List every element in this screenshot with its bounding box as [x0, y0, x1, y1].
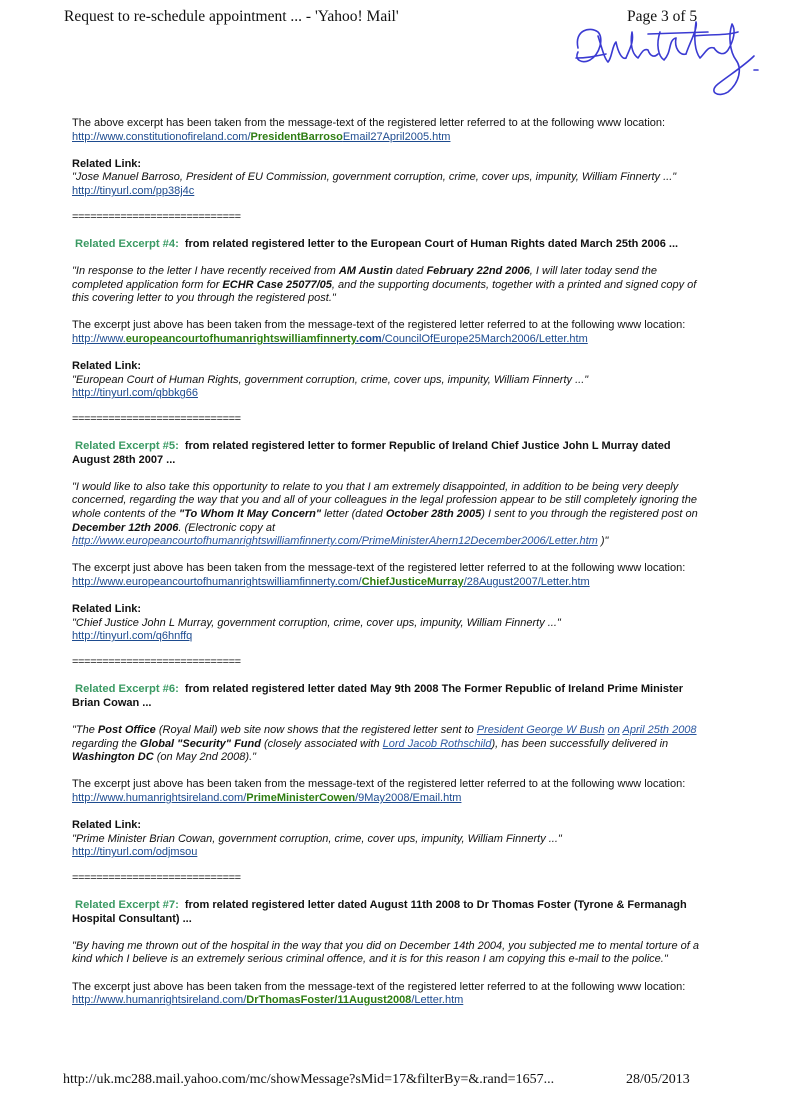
- excerpt-4-quote: "In response to the letter I have recently received from AM Austin dated February 22nd 2006, I will later today send the completed application form for ECHR Case 25077/05, and the supporting documents, together with a printed and signed copy of this covering letter to you through the registered post.": [72, 264, 697, 305]
- excerpt-6-label: Related Excerpt #6:: [75, 683, 179, 696]
- excerpt-5-intro: The excerpt just above has been taken from the message-text of the registered letter referred to at the following www location:: [72, 562, 686, 575]
- excerpt-6-letter-link[interactable]: http://www.humanrightsireland.com/PrimeMinisterCowen/9May2008/Email.htm: [72, 791, 462, 804]
- excerpt-6-heading: Related Excerpt #6: from related registered letter dated May 9th 2008 The Former Republic of Ireland Prime Minister Brian Cowan ...: [72, 683, 684, 709]
- footer-url: http://uk.mc288.mail.yahoo.com/mc/showMessage?sMid=17&filterBy=&.rand=1657...: [63, 1072, 555, 1087]
- quote-link-april[interactable]: April 25th 2008: [622, 723, 697, 736]
- excerpt-6-related-text: "Prime Minister Brian Cowan, government corruption, crime, cover ups, impunity, William Finnerty ...": [72, 832, 562, 845]
- excerpt-6-related-url[interactable]: http://tinyurl.com/odjmsou: [72, 846, 198, 859]
- separator: ============================: [72, 655, 241, 668]
- page-header-title: Request to re-schedule appointment ... - 'Yahoo! Mail': [64, 8, 399, 25]
- excerpt-4-label: Related Excerpt #4:: [75, 237, 179, 250]
- related-link-text: "Jose Manuel Barroso, President of EU Commission, government corruption, crime, cover ups, impunity, William Finnerty ...": [72, 171, 677, 184]
- intro-text: The above excerpt has been taken from the message-text of the registered letter referred to at the following www location:: [72, 117, 666, 129]
- related-link-label: Related Link:: [72, 157, 142, 170]
- excerpt-4-related-url[interactable]: http://tinyurl.com/qbbkg66: [72, 387, 198, 400]
- handwritten-signature: [568, 18, 768, 100]
- excerpt-5-letter-link[interactable]: http://www.europeancourtofhumanrightswilliamfinnerty.com/ChiefJusticeMurray/28August2007/Letter.htm: [72, 576, 590, 588]
- excerpt-5-related-url[interactable]: http://tinyurl.com/q6hnffq: [72, 630, 193, 643]
- excerpt-5-related-label: Related Link:: [72, 603, 142, 616]
- excerpt-4-intro: The excerpt just above has been taken from the message-text of the registered letter referred to at the following www location:: [72, 319, 686, 332]
- quote-link-on[interactable]: on: [607, 723, 620, 736]
- excerpt-6-intro: The excerpt just above has been taken from the message-text of the registered letter referred to at the following www location:: [72, 778, 686, 791]
- separator: ============================: [72, 210, 241, 223]
- related-link-url[interactable]: http://tinyurl.com/pp38j4c: [72, 184, 195, 197]
- excerpt-7-label: Related Excerpt #7:: [75, 899, 179, 912]
- excerpt-4-related-label: Related Link:: [72, 360, 142, 373]
- excerpt-7-heading: Related Excerpt #7: from related registered letter dated August 11th 2008 to Dr Thomas Foster (Tyrone & Fermanagh Hospital Consultant) ...: [72, 899, 687, 925]
- separator: ============================: [72, 412, 241, 425]
- excerpt-4-related-text: "European Court of Human Rights, government corruption, crime, cover ups, impunity, William Finnerty ...": [72, 373, 589, 386]
- excerpt-5-quote-link[interactable]: http://www.europeancourtofhumanrightswilliamfinnerty.com/PrimeMinisterAhern12December2006/Letter.htm: [72, 535, 598, 548]
- excerpt-5-label: Related Excerpt #5:: [75, 440, 179, 453]
- excerpt-4-heading: Related Excerpt #4: from related registered letter to the European Court of Human Rights dated March 25th 2006 ...: [75, 237, 679, 250]
- page-number: Page 3 of 5: [627, 8, 698, 25]
- intro-letter-link[interactable]: http://www.constitutionofireland.com/PresidentBarrosoEmail27April2005.htm: [72, 130, 451, 143]
- quote-link-george-bush[interactable]: President George W Bush: [476, 723, 605, 736]
- excerpt-5-heading: Related Excerpt #5: from related registered letter to former Republic of Ireland Chief Justice John L Murray dated August 28th 2007 ...: [72, 440, 671, 466]
- excerpt-5-quote: "I would like to also take this opportunity to relate to you that I am extremely disappointed, in addition to be being very deeply concerned, regarding the way that you and all of your colleagues in the legal profession appear to be still completely ignoring the whole contents of the "To Whom It May Concern" letter (dated October 28th 2005) I sent to you through the registered post on December 12th 2006. (Electronic copy at http://www.europeancourtofhumanrightswilliamfinnerty.com/PrimeMinisterAhern12December2006/Letter.htm )": [72, 480, 698, 548]
- email-body: [72, 117, 700, 1008]
- excerpt-7-letter-link[interactable]: http://www.humanrightsireland.com/DrThomasFoster/11August2008/Letter.htm: [72, 994, 464, 1007]
- excerpt-7-quote: "By having me thrown out of the hospital in the way that you did on December 14th 2004, you subjected me to mental torture of a kind which I believe is an extremely serious criminal offence, and it is for this reason I am copying this e-mail to the police.": [72, 939, 699, 966]
- quote-link-rothschild[interactable]: Lord Jacob Rothschild: [382, 737, 492, 750]
- separator: ============================: [72, 871, 241, 884]
- excerpt-6-quote: "The Post Office (Royal Mail) web site now shows that the registered letter sent to President George W Bush on April 25th 2008 regarding the Global "Security" Fund (closely associated with Lord Jacob Rothschild), has been successfully delivered in Washington DC (on May 2nd 2008).": [72, 723, 697, 764]
- excerpt-5-related-text: "Chief Justice John L Murray, government corruption, crime, cover ups, impunity, William Finnerty ...": [72, 616, 561, 629]
- excerpt-7-intro: The excerpt just above has been taken from the message-text of the registered letter referred to at the following www location:: [72, 980, 686, 993]
- excerpt-6-related-label: Related Link:: [72, 819, 142, 832]
- footer-date: 28/05/2013: [626, 1072, 690, 1087]
- excerpt-4-letter-link[interactable]: http://www.europeancourtofhumanrightswilliamfinnerty.com/CouncilOfEurope25March2006/Letter.htm: [72, 332, 588, 345]
